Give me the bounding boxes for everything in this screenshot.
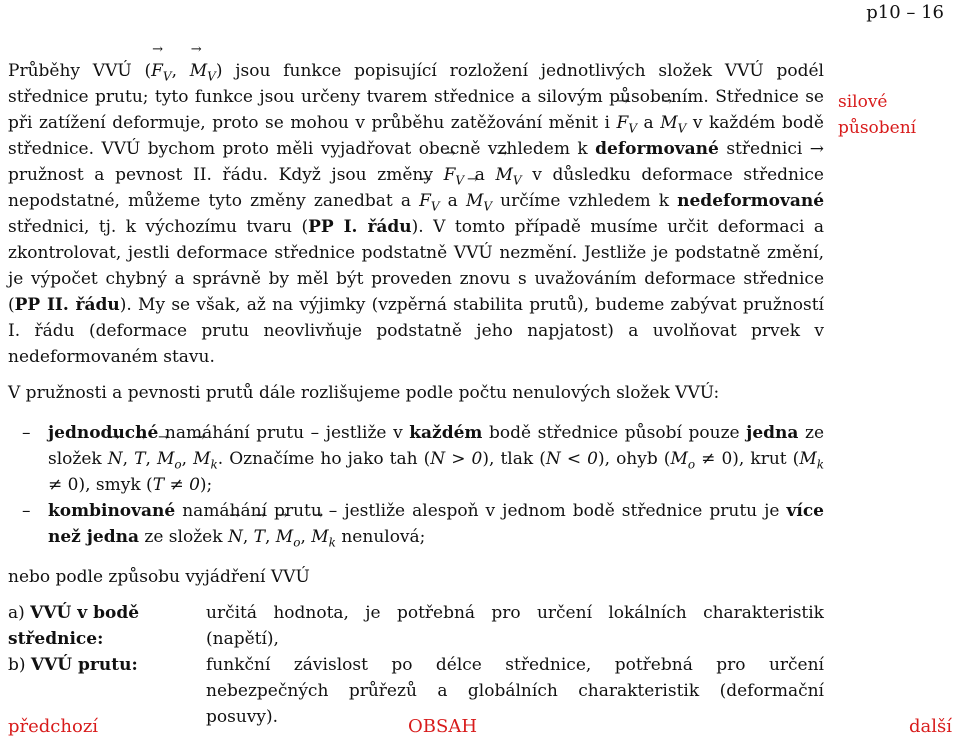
paragraph-classification: V pružnosti a pevnosti prutů dále rozlišujeme podle počtu nenulových složek VVÚ: [8, 383, 720, 403]
page-number: p10 – 16 [866, 2, 944, 23]
paragraph-intro: Průběhy VVÚ (→ $F_V$, → $M_V$) jsou funkce popisující rozložení jednotlivých složek VVÚ podél střednice prutu; tyto funkce jsou určeny tvarem střednice a silovým působením. Střednice se při zatížení deformuje, proto se mohou v průběhu zatěžování měnit $i \to F_V$ $a \to M_V$ v každém bodě střednice. VVÚ bychom proto měli vyjadřovat obecně vzhledem k deformované střednici → pružnost a pevnost II. řádu. Když jsou změny → $F_V$ $a \to M_V$ v důsledku deformace střednice nepodstatné, můžeme tyto změny zanedbat $a \to F_V$ $a \to M_V$ určíme vzhledem k nedeformované střednici, tj. k výchozímu tvaru (PP I. řádu). V tomto případě musíme určit deformaci a zkontrolovat, jestli deformace střednice podstatně VVÚ nezmění. Jestliže je podstatně změní, je výpočet chybný a správně by měl být proveden znovu s uvažováním deformace střednice (PP II. řádu). My se však, až na výjimky (vzpěrná stabilita prutů), budeme zabývat pružností I. řádu (deformace prutu neovlivňuje podstatně jeho napjatost) a uvolňovat prvek v nedeformovaném stavu. [8, 58, 824, 370]
vector-M: → M [496, 162, 513, 188]
vector-M: → M [190, 58, 207, 84]
margin-note-line: působení [838, 118, 917, 138]
main-text [8, 58, 824, 730]
navigation-bar [8, 714, 952, 742]
list-item: – kombinované namáhání prutu – jestliže alespoň v jednom bodě střednice prutu je více než jedna ze složek → N, → T, → $M_o$, → $M_k$ nenulová; [8, 498, 824, 550]
paragraph-expression: nebo podle způsobu vyjádření VVÚ [8, 567, 310, 587]
next-link[interactable]: další [908, 716, 952, 737]
contents-link[interactable]: OBSAH [408, 716, 478, 737]
vector-F: → F [151, 58, 163, 84]
vector-M: → M [660, 110, 677, 136]
list-dash: – [22, 501, 31, 521]
vector-F: → F [444, 162, 456, 188]
vector-M: → M [466, 188, 483, 214]
definition-item: a) VVÚ v bodě střednice: určitá hodnota, je potřebná pro určení lokálních charakteristik (napětí), [8, 603, 824, 649]
margin-note [838, 89, 948, 141]
list-item: – jednoduché namáhání prutu – jestliže v každém bodě střednice působí pouze jedna ze složek → N, → T, → $M_o$, → $M_k$. Označíme ho jako tah (N > 0), tlak (N < 0), ohyb $(M_o \ne 0)$, krut $(M_k \ne 0)$, smyk (T ≠ 0); [8, 420, 824, 498]
list-dash: – [22, 423, 31, 443]
vector-F: → F [419, 188, 431, 214]
definition-item: b) VVÚ prutu: funkční závislost po délce střednice, potřebná pro určení nebezpečných průřezů a globálních charakteristik (deformační posuvy). [8, 655, 824, 727]
vector-F: → F [617, 110, 629, 136]
loading-type-list [8, 420, 824, 550]
previous-link[interactable]: předchozí [8, 716, 99, 737]
margin-note-line: silové [838, 92, 888, 112]
